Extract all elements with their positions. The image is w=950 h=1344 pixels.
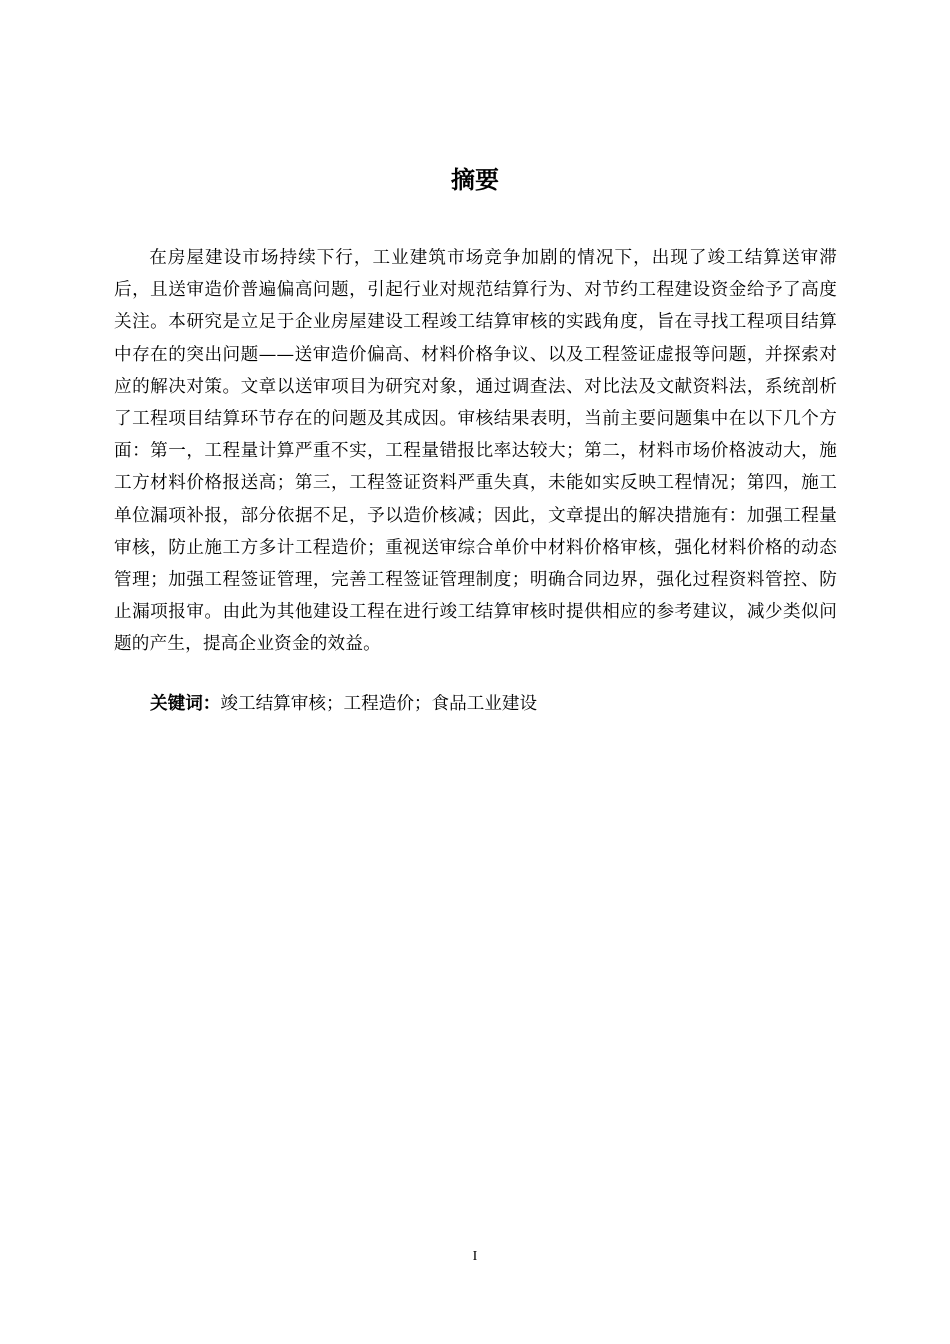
- keywords-line: [150, 688, 840, 720]
- keywords-text: 竣工结算审核；工程造价；食品工业建设: [220, 694, 538, 714]
- keywords-label: 关键词：: [150, 694, 221, 714]
- page-title: 摘要: [451, 166, 499, 194]
- page-number: I: [472, 1249, 478, 1264]
- abstract-paragraph: 在房屋建设市场持续下行，工业建筑市场竞争加剧的情况下，出现了竣工结算送审滞后，且送审造价普遍偏高问题，引起行业对规范结算行为、对节约工程建设资金给予了高度关注。本研究是立足于企业房屋建设工程竣工结算审核的实践角度，旨在寻找工程项目结算中存在的突出问题——送审造价偏高、材料价格争议、以及工程签证虚报等问题，并探索对应的解决对策。文章以送审项目为研究对象，通过调查法、对比法及文献资料法，系统剖析了工程项目结算环节存在的问题及其成因。审核结果表明，当前主要问题集中在以下几个方面：第一，工程量计算严重不实，工程量错报比率达较大；第二，材料市场价格波动大，施工方材料价格报送高；第三，工程签证资料严重失真，未能如实反映工程情况；第四，施工单位漏项补报，部分依据不足，予以造价核减；因此，文章提出的解决措施有：加强工程量审核，防止施工方多计工程造价；重视送审综合单价中材料价格审核，强化材料价格的动态管理；加强工程签证管理，完善工程签证管理制度；明确合同边界，强化过程资料管控、防止漏项报审。由此为其他建设工程在进行竣工结算审核时提供相应的参考建议，减少类似问题的产生，提高企业资金的效益。: [114, 248, 837, 655]
